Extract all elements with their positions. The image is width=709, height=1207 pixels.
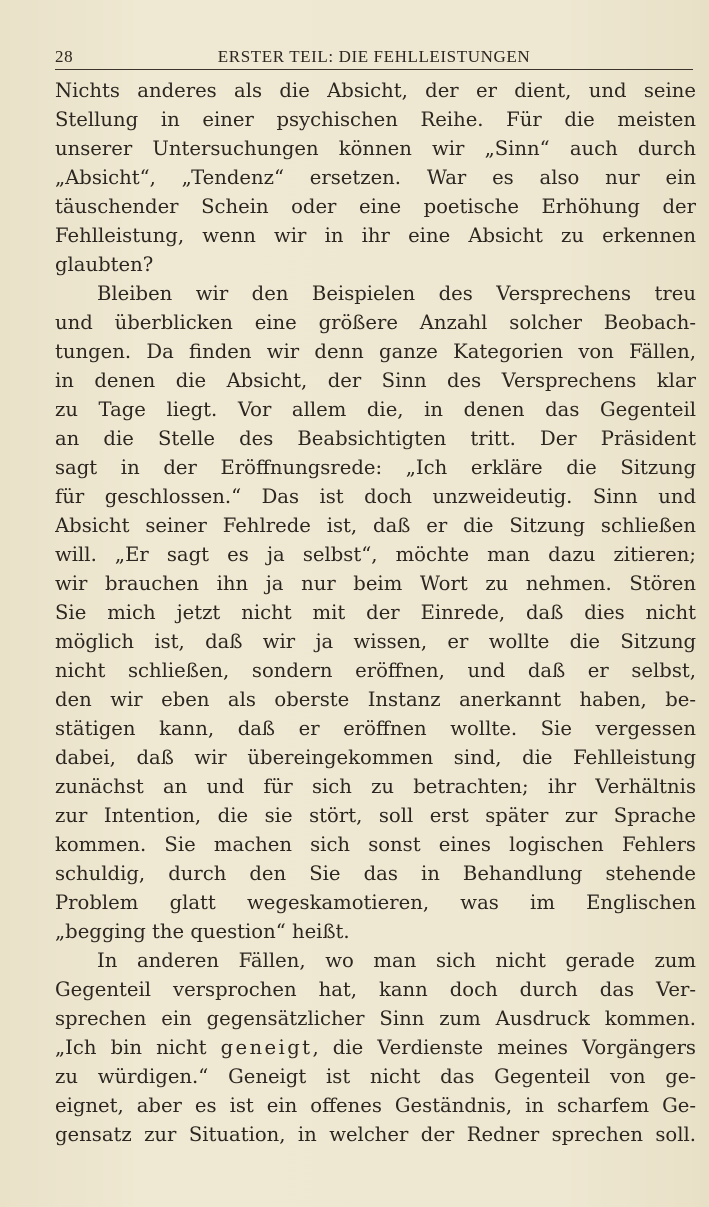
- line-segment: „Ich bin nicht: [55, 1036, 221, 1059]
- text-line: Stellung in einer psychischen Reihe. Für die meisten: [55, 108, 696, 131]
- text-line: und überblicken eine größere Anzahl solcher Beobach-: [55, 311, 696, 334]
- text-line: Fehlleistung, wenn wir in ihr eine Absicht zu erkennen: [55, 224, 696, 247]
- page-header: [55, 44, 693, 70]
- text-line: zur Intention, die sie stört, soll erst später zur Sprache: [55, 804, 696, 827]
- page-number: 28: [55, 47, 74, 66]
- text-line-with-emphasis: [55, 1033, 696, 1062]
- text-line: Nichts anderes als die Absicht, der er dient, und seine: [55, 79, 696, 102]
- text-line: Problem glatt wegeskamotieren, was im Englischen: [55, 891, 696, 914]
- text-line: zunächst an und für sich zu betrachten; ihr Verhältnis: [55, 775, 696, 798]
- text-line: den wir eben als oberste Instanz anerkannt haben, be-: [55, 688, 696, 711]
- emphasized-word: geneigt: [220, 1036, 313, 1059]
- text-line: dabei, daß wir übereingekommen sind, die Fehlleistung: [55, 746, 696, 769]
- line-segment: , die Verdienste meines Vorgängers: [312, 1036, 696, 1059]
- text-line: glaubten?: [55, 253, 154, 276]
- body-text: [55, 76, 696, 1149]
- text-line: tungen. Da finden wir denn ganze Kategorien von Fällen,: [55, 340, 696, 363]
- text-line: wir brauchen ihn ja nur beim Wort zu nehmen. Stören: [55, 572, 696, 595]
- text-line: nicht schließen, sondern eröffnen, und daß er selbst,: [55, 659, 696, 682]
- text-line: Absicht seiner Fehlrede ist, daß er die Sitzung schließen: [55, 514, 696, 537]
- text-line: unserer Untersuchungen können wir „Sinn“ auch durch: [55, 137, 696, 160]
- text-line: für geschlossen.“ Das ist doch unzweideutig. Sinn und: [55, 485, 696, 508]
- text-line: Gegenteil versprochen hat, kann doch durch das Ver-: [55, 978, 696, 1001]
- text-line: sprechen ein gegensätzlicher Sinn zum Ausdruck kommen.: [55, 1007, 696, 1030]
- text-line: täuschender Schein oder eine poetische Erhöhung der: [55, 195, 696, 218]
- text-line: sagt in der Eröffnungsrede: „Ich erkläre die Sitzung: [55, 456, 696, 479]
- text-line: an die Stelle des Beabsichtigten tritt. Der Präsident: [55, 427, 696, 450]
- running-head: ERSTER TEIL: DIE FEHLLEISTUNGEN: [217, 47, 531, 66]
- text-line: „Absicht“, „Tendenz“ ersetzen. War es also nur ein: [55, 166, 696, 189]
- text-line: eignet, aber es ist ein offenes Geständnis, in scharfem Ge-: [55, 1094, 696, 1117]
- header-rule: [55, 69, 693, 70]
- text-line: „begging the question“ heißt.: [55, 920, 350, 943]
- text-line: zu würdigen.“ Geneigt ist nicht das Gegenteil von ge-: [55, 1065, 696, 1088]
- text-line: in denen die Absicht, der Sinn des Versprechens klar: [55, 369, 696, 392]
- paragraph-start-line: In anderen Fällen, wo man sich nicht gerade zum: [97, 949, 696, 972]
- text-line: kommen. Sie machen sich sonst eines logischen Fehlers: [55, 833, 696, 856]
- text-line: Sie mich jetzt nicht mit der Einrede, daß dies nicht: [55, 601, 696, 624]
- text-line: möglich ist, daß wir ja wissen, er wollte die Sitzung: [55, 630, 696, 653]
- text-line: will. „Er sagt es ja selbst“, möchte man dazu zitieren;: [55, 543, 696, 566]
- paragraph-start-line: Bleiben wir den Beispielen des Versprechens treu: [97, 282, 696, 305]
- text-line: stätigen kann, daß er eröffnen wollte. Sie vergessen: [55, 717, 696, 740]
- text-line: schuldig, durch den Sie das in Behandlung stehende: [55, 862, 696, 885]
- text-line: gensatz zur Situation, in welcher der Redner sprechen soll.: [55, 1123, 696, 1146]
- text-line: zu Tage liegt. Vor allem die, in denen das Gegenteil: [55, 398, 696, 421]
